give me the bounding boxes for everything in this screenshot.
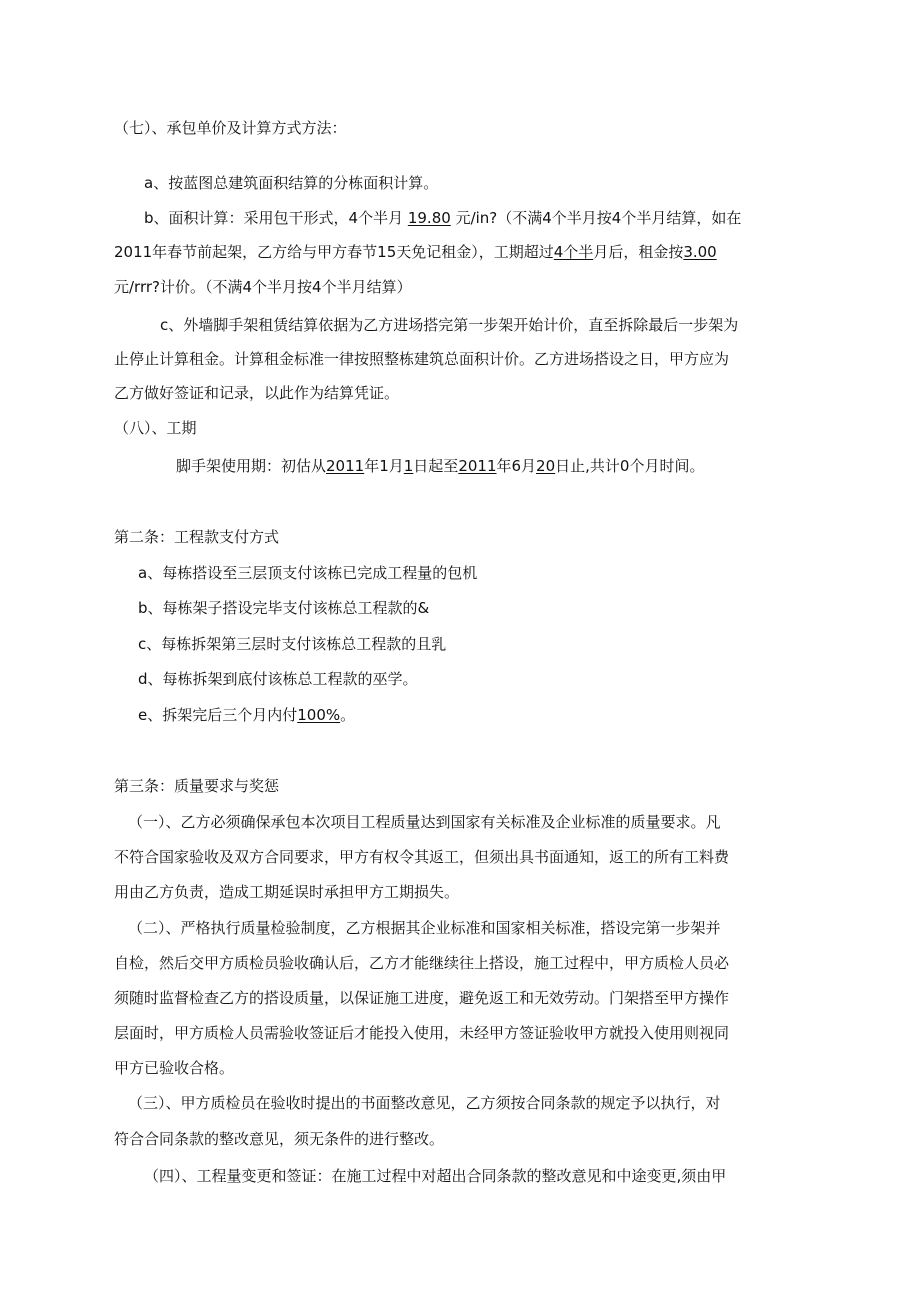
payment-item-d: d、每栋拆架到底付该栋总工程款的巫学。 — [138, 670, 418, 688]
quality-clause-2-line-1: （二）、严格执行质量检验制度，乙方根据其企业标准和国家相关标准，搭设完第一步架并 — [128, 919, 721, 937]
end-day: 20 — [536, 457, 556, 475]
text-run: b、面积计算：采用包干形式，4个半月 — [144, 209, 408, 227]
quality-clause-1-line-3: 用由乙方负责，造成工期延误时承担甲方工期损失。 — [114, 883, 460, 901]
text-run: 年1月 — [364, 457, 404, 475]
text-run: 日起至 — [413, 457, 459, 475]
quality-clause-2-line-3: 须随时监督检查乙方的搭设质量，以保证施工进度，避免返工和无效劳动。门架搭至甲方操作 — [114, 989, 730, 1007]
payment-item-c: c、每栋拆架第三层时支付该栋总工程款的且乳 — [138, 635, 447, 653]
text-run: 2011年春节前起架，乙方给与甲方春节15天免记租金），工期超过 — [114, 243, 554, 261]
section-8-heading: （八）、工期 — [114, 419, 197, 437]
section-7-item-b-line-2 — [114, 242, 717, 262]
section-7-item-c-line-2: 止停止计算租金。计算租金标准一律按照整栋建筑总面积计价。乙方进场搭设之日，甲方应为 — [114, 350, 730, 368]
unit-price-value: 19.80 — [407, 209, 451, 227]
text-run: 。 — [340, 706, 356, 724]
payment-item-a: a、每栋搭设至三层顶支付该栋已完成工程量的包机 — [138, 564, 478, 582]
period-value: 4个半 — [553, 243, 594, 261]
quality-clause-3-line-2: 符合合同条款的整改意见，须无条件的进行整改。 — [114, 1130, 445, 1148]
text-run: 日止,共计0个月时间。 — [555, 457, 705, 475]
article-2-heading: 第二条：工程款支付方式 — [114, 528, 280, 546]
final-payment-percent: 100% — [297, 706, 341, 724]
section-7-item-c-line-3: 乙方做好签证和记录，以此作为结算凭证。 — [114, 384, 400, 402]
text-run: 月后，租金按 — [593, 243, 684, 261]
quality-clause-4-line-1: （四）、工程量变更和签证：在施工过程中对超出合同条款的整改意见和中途变更,须由甲 — [144, 1167, 727, 1185]
text-run: e、拆架完后三个月内付 — [138, 706, 298, 724]
usage-period-line — [176, 456, 704, 476]
quality-clause-3-line-1: （三）、甲方质检员在验收时提出的书面整改意见，乙方须按合同条款的规定予以执行，对 — [128, 1094, 721, 1112]
section-7-item-c-line-1: c、外墙脚手架租赁结算依据为乙方进场搭完第一步架开始计价，直至拆除最后一步架为 — [160, 316, 739, 334]
payment-item-e — [138, 705, 355, 725]
section-7-item-b-line-1 — [144, 208, 741, 228]
quality-clause-2-line-5: 甲方已验收合格。 — [114, 1059, 235, 1077]
text-run: 脚手架使用期：初估从 — [176, 457, 327, 475]
quality-clause-1-line-2: 不符合国家验收及双方合同要求，甲方有权令其返工，但须出具书面通知，返工的所有工料费 — [114, 848, 730, 866]
quality-clause-2-line-4: 层面时，甲方质检人员需验收签证后才能投入使用，未经甲方签证验收甲方就投入使用则视同 — [114, 1024, 730, 1042]
payment-item-b: b、每栋架子搭设完毕支付该栋总工程款的& — [138, 599, 430, 617]
article-3-heading: 第三条：质量要求与奖惩 — [114, 777, 280, 795]
text-run: 年6月 — [496, 457, 537, 475]
section-7-item-b-line-3: 元/rrr?计价。（不满4个半月按4个半月结算） — [114, 278, 412, 296]
start-day: 1 — [403, 457, 414, 475]
rent-value: 3.00 — [683, 243, 717, 261]
quality-clause-2-line-2: 自检，然后交甲方质检员验收确认后，乙方才能继续往上搭设，施工过程中，甲方质检人员必 — [114, 954, 730, 972]
text-run: 元/in?（不满4个半月按4个半月结算，如在 — [450, 209, 742, 227]
section-7-item-a: a、按蓝图总建筑面积结算的分栋面积计算。 — [144, 174, 439, 192]
end-year: 2011 — [458, 457, 497, 475]
quality-clause-1-line-1: （一）、乙方必须确保承包本次项目工程质量达到国家有关标准及企业标准的质量要求。凡 — [128, 813, 721, 831]
start-year: 2011 — [326, 457, 365, 475]
section-7-heading: （七）、承包单价及计算方式方法： — [114, 119, 347, 137]
